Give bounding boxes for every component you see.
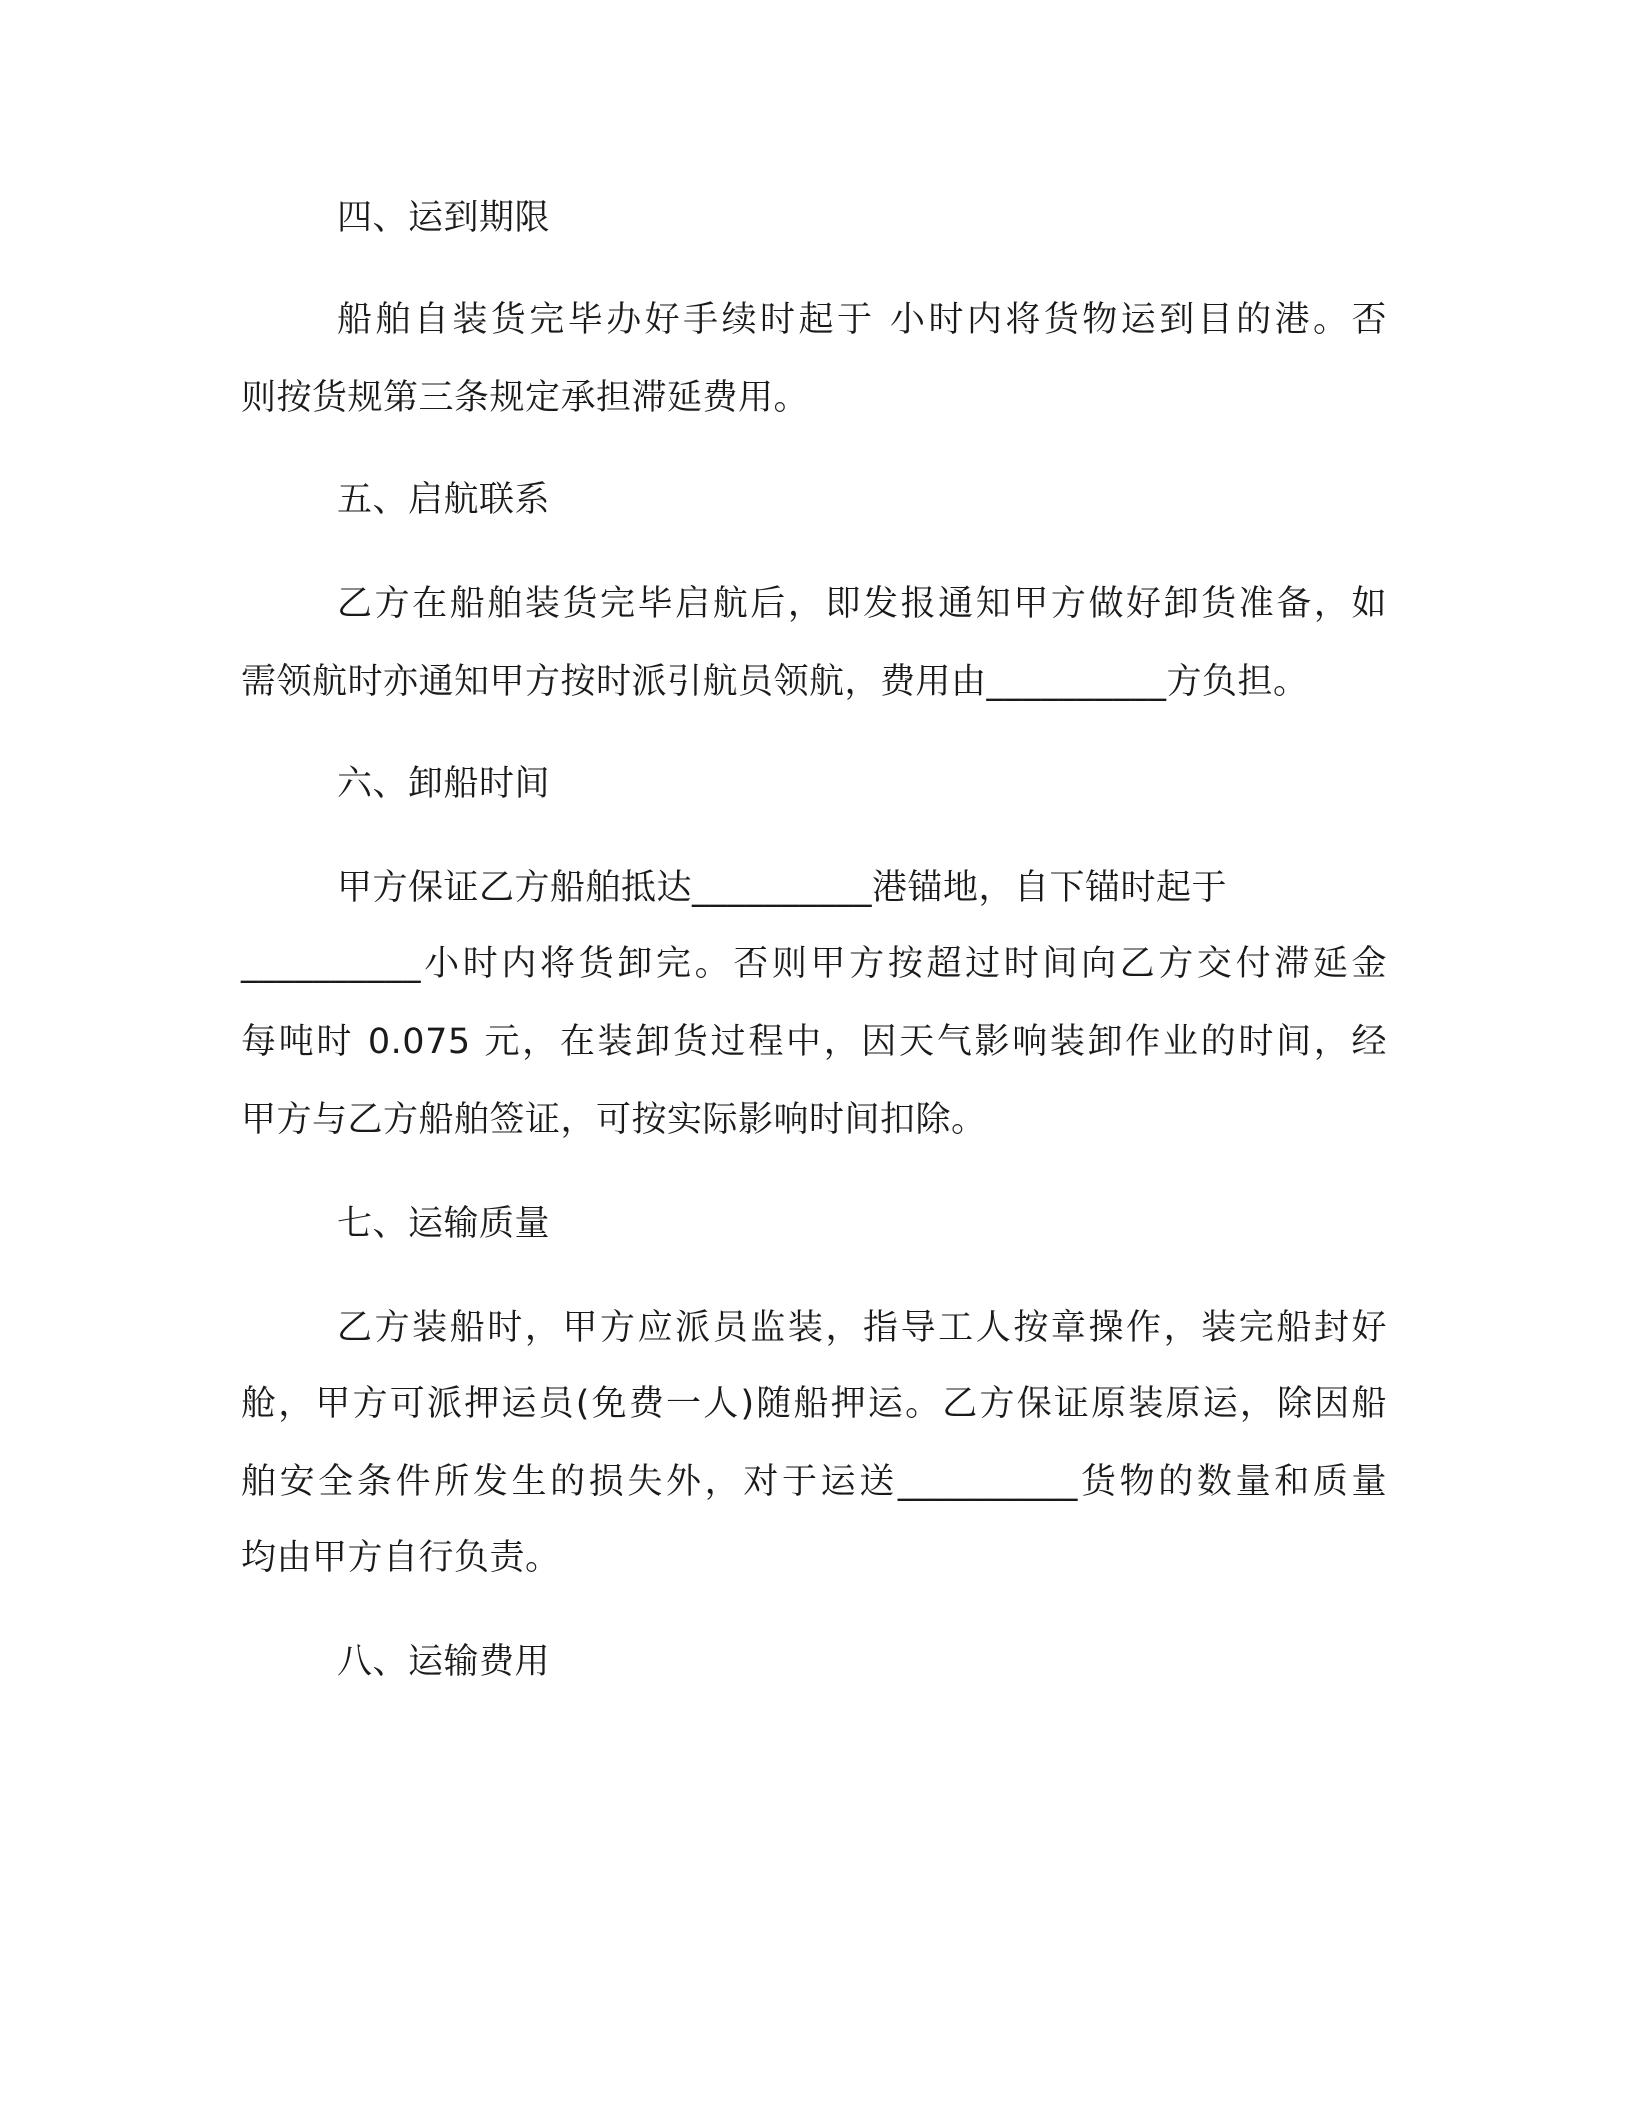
paragraph-line: 乙方装船时，甲方应派员监装，指导工人按章操作，装完船封好 [337, 1308, 1387, 1348]
paragraph-line: 则按货规第三条规定承担滞延费用。 [241, 378, 810, 418]
paragraph-line: 均由甲方自行负责。 [241, 1538, 561, 1578]
paragraph-line: 船舶自装货完毕办好手续时起于 小时内将货物运到目的港。否 [337, 300, 1387, 340]
section-heading-5: 五、启航联系 [337, 480, 551, 520]
paragraph-line: 每吨时 0.075 元，在装卸货过程中，因天气影响装卸作业的时间，经 [241, 1022, 1387, 1062]
section-heading-8: 八、运输费用 [337, 1642, 551, 1682]
paragraph-line: 甲方保证乙方船舶抵达__________港锚地，自下锚时起于 [337, 868, 1228, 908]
paragraph-line: 甲方与乙方船舶签证，可按实际影响时间扣除。 [241, 1100, 987, 1140]
section-heading-6: 六、卸船时间 [337, 764, 551, 804]
paragraph-line: __________小时内将货卸完。否则甲方按超过时间向乙方交付滞延金 [241, 944, 1387, 984]
paragraph-line: 舶安全条件所发生的损失外，对于运送__________货物的数量和质量 [241, 1462, 1387, 1502]
section-heading-4: 四、运到期限 [337, 198, 551, 238]
paragraph-line: 舱，甲方可派押运员(免费一人)随船押运。乙方保证原装原运，除因船 [241, 1384, 1387, 1424]
section-heading-7: 七、运输质量 [337, 1204, 551, 1244]
paragraph-line: 需领航时亦通知甲方按时派引航员领航，费用由__________方负担。 [241, 662, 1309, 702]
paragraph-line: 乙方在船舶装货完毕启航后，即发报通知甲方做好卸货准备，如 [337, 584, 1387, 624]
